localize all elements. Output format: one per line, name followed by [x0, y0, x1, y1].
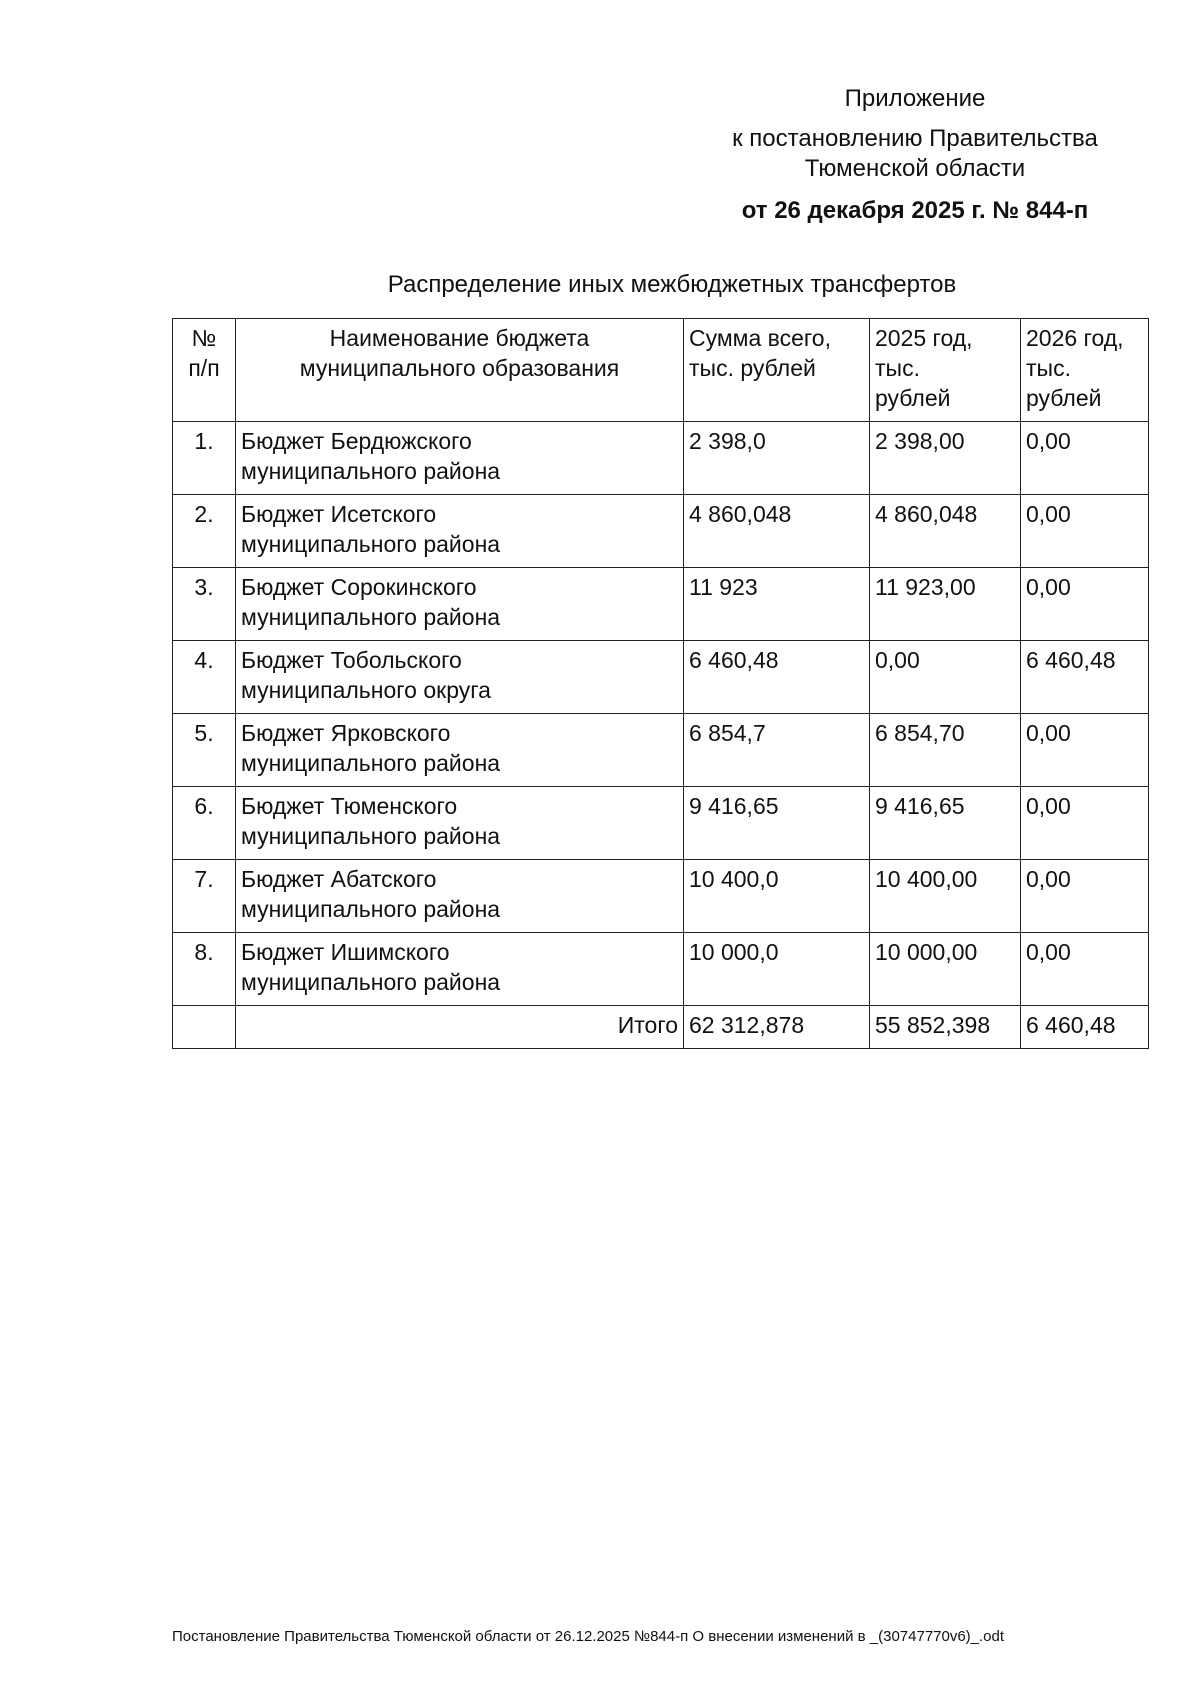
row-2026: 0,00 [1021, 495, 1149, 568]
row-total: 11 923 [684, 568, 870, 641]
row-2025: 6 854,70 [870, 714, 1021, 787]
table-body [173, 422, 1149, 1049]
column-header-line: 2025 год, [875, 325, 973, 351]
row-2025: 10 400,00 [870, 860, 1021, 933]
row-2025: 0,00 [870, 641, 1021, 714]
totals-total: 62 312,878 [684, 1006, 870, 1049]
row-budget-name [236, 714, 684, 787]
row-budget-name [236, 860, 684, 933]
totals-2026: 6 460,48 [1021, 1006, 1149, 1049]
column-header-line: Наименование бюджета [329, 325, 590, 351]
budget-name-line: муниципального района [241, 531, 501, 557]
appendix-header [690, 84, 1140, 226]
row-total: 10 000,0 [684, 933, 870, 1006]
decree-date: от 26 декабря 2025 г. № 844-п [741, 197, 1089, 224]
column-header-number [173, 319, 236, 422]
row-2025: 11 923,00 [870, 568, 1021, 641]
budget-name-line: муниципального района [241, 823, 501, 849]
appendix-label: Приложение [844, 85, 986, 112]
document-footer: Постановление Правительства Тюменской области от 26.12.2025 №844-п О внесении изменений в _(30747770v6)_.odt [172, 1628, 1005, 1645]
row-2026: 6 460,48 [1021, 641, 1149, 714]
row-budget-name [236, 933, 684, 1006]
totals-label: Итого [236, 1006, 684, 1049]
row-2025: 9 416,65 [870, 787, 1021, 860]
row-budget-name [236, 787, 684, 860]
row-total: 2 398,0 [684, 422, 870, 495]
row-2026: 0,00 [1021, 933, 1149, 1006]
column-header-line: рублей [1026, 385, 1102, 411]
column-header-line: тыс. [1026, 355, 1071, 381]
totals-2025: 55 852,398 [870, 1006, 1021, 1049]
row-number: 4. [173, 641, 236, 714]
row-budget-name [236, 422, 684, 495]
column-header-line: п/п [188, 355, 220, 381]
table-title: Распределение иных межбюджетных трансфертов [387, 271, 957, 298]
row-number: 2. [173, 495, 236, 568]
row-number: 8. [173, 933, 236, 1006]
budget-name-line: муниципального округа [241, 677, 491, 703]
row-number: 5. [173, 714, 236, 787]
row-2026: 0,00 [1021, 714, 1149, 787]
table-row [173, 714, 1149, 787]
table-row [173, 495, 1149, 568]
column-header-line: № [191, 325, 217, 351]
column-header-line: тыс. рублей [689, 355, 816, 381]
decree-reference-line-2: Тюменской области [804, 155, 1026, 182]
row-total: 6 854,7 [684, 714, 870, 787]
row-2025: 4 860,048 [870, 495, 1021, 568]
row-2026: 0,00 [1021, 422, 1149, 495]
budget-name-line: муниципального района [241, 969, 501, 995]
column-header-line: рублей [875, 385, 951, 411]
budget-name-line: Бюджет Ярковского [241, 720, 451, 746]
row-number: 7. [173, 860, 236, 933]
budget-name-line: Бюджет Тобольского [241, 647, 462, 673]
row-2025: 2 398,00 [870, 422, 1021, 495]
row-total: 9 416,65 [684, 787, 870, 860]
column-header-2026 [1021, 319, 1149, 422]
row-2026: 0,00 [1021, 787, 1149, 860]
row-budget-name [236, 495, 684, 568]
table-row [173, 860, 1149, 933]
budget-name-line: Бюджет Тюменского [241, 793, 458, 819]
row-number: 6. [173, 787, 236, 860]
table-row [173, 422, 1149, 495]
totals-row [173, 1006, 1149, 1049]
table-row [173, 568, 1149, 641]
table-row [173, 933, 1149, 1006]
row-2026: 0,00 [1021, 568, 1149, 641]
column-header-line: тыс. [875, 355, 920, 381]
row-total: 6 460,48 [684, 641, 870, 714]
budget-name-line: муниципального района [241, 458, 501, 484]
budget-name-line: Бюджет Ишимского [241, 939, 450, 965]
column-header-line: Сумма всего, [689, 325, 831, 351]
totals-number-cell [173, 1006, 236, 1049]
budget-name-line: Бюджет Абатского [241, 866, 437, 892]
column-header-total [684, 319, 870, 422]
transfers-table [172, 318, 1149, 1049]
row-total: 4 860,048 [684, 495, 870, 568]
budget-name-line: Бюджет Бердюжского [241, 428, 472, 454]
row-budget-name [236, 568, 684, 641]
budget-name-line: Бюджет Исетского [241, 501, 437, 527]
budget-name-line: муниципального района [241, 750, 501, 776]
column-header-line: муниципального образования [299, 355, 620, 381]
column-header-budget-name [236, 319, 684, 422]
table-row [173, 787, 1149, 860]
budget-name-line: муниципального района [241, 896, 501, 922]
table-header-row [173, 319, 1149, 422]
decree-reference-line-1: к постановлению Правительства [732, 125, 1098, 152]
row-2026: 0,00 [1021, 860, 1149, 933]
column-header-2025 [870, 319, 1021, 422]
budget-name-line: Бюджет Сорокинского [241, 574, 477, 600]
row-number: 3. [173, 568, 236, 641]
row-total: 10 400,0 [684, 860, 870, 933]
row-2025: 10 000,00 [870, 933, 1021, 1006]
row-budget-name [236, 641, 684, 714]
budget-name-line: муниципального района [241, 604, 501, 630]
table-row [173, 641, 1149, 714]
column-header-line: 2026 год, [1026, 325, 1124, 351]
row-number: 1. [173, 422, 236, 495]
